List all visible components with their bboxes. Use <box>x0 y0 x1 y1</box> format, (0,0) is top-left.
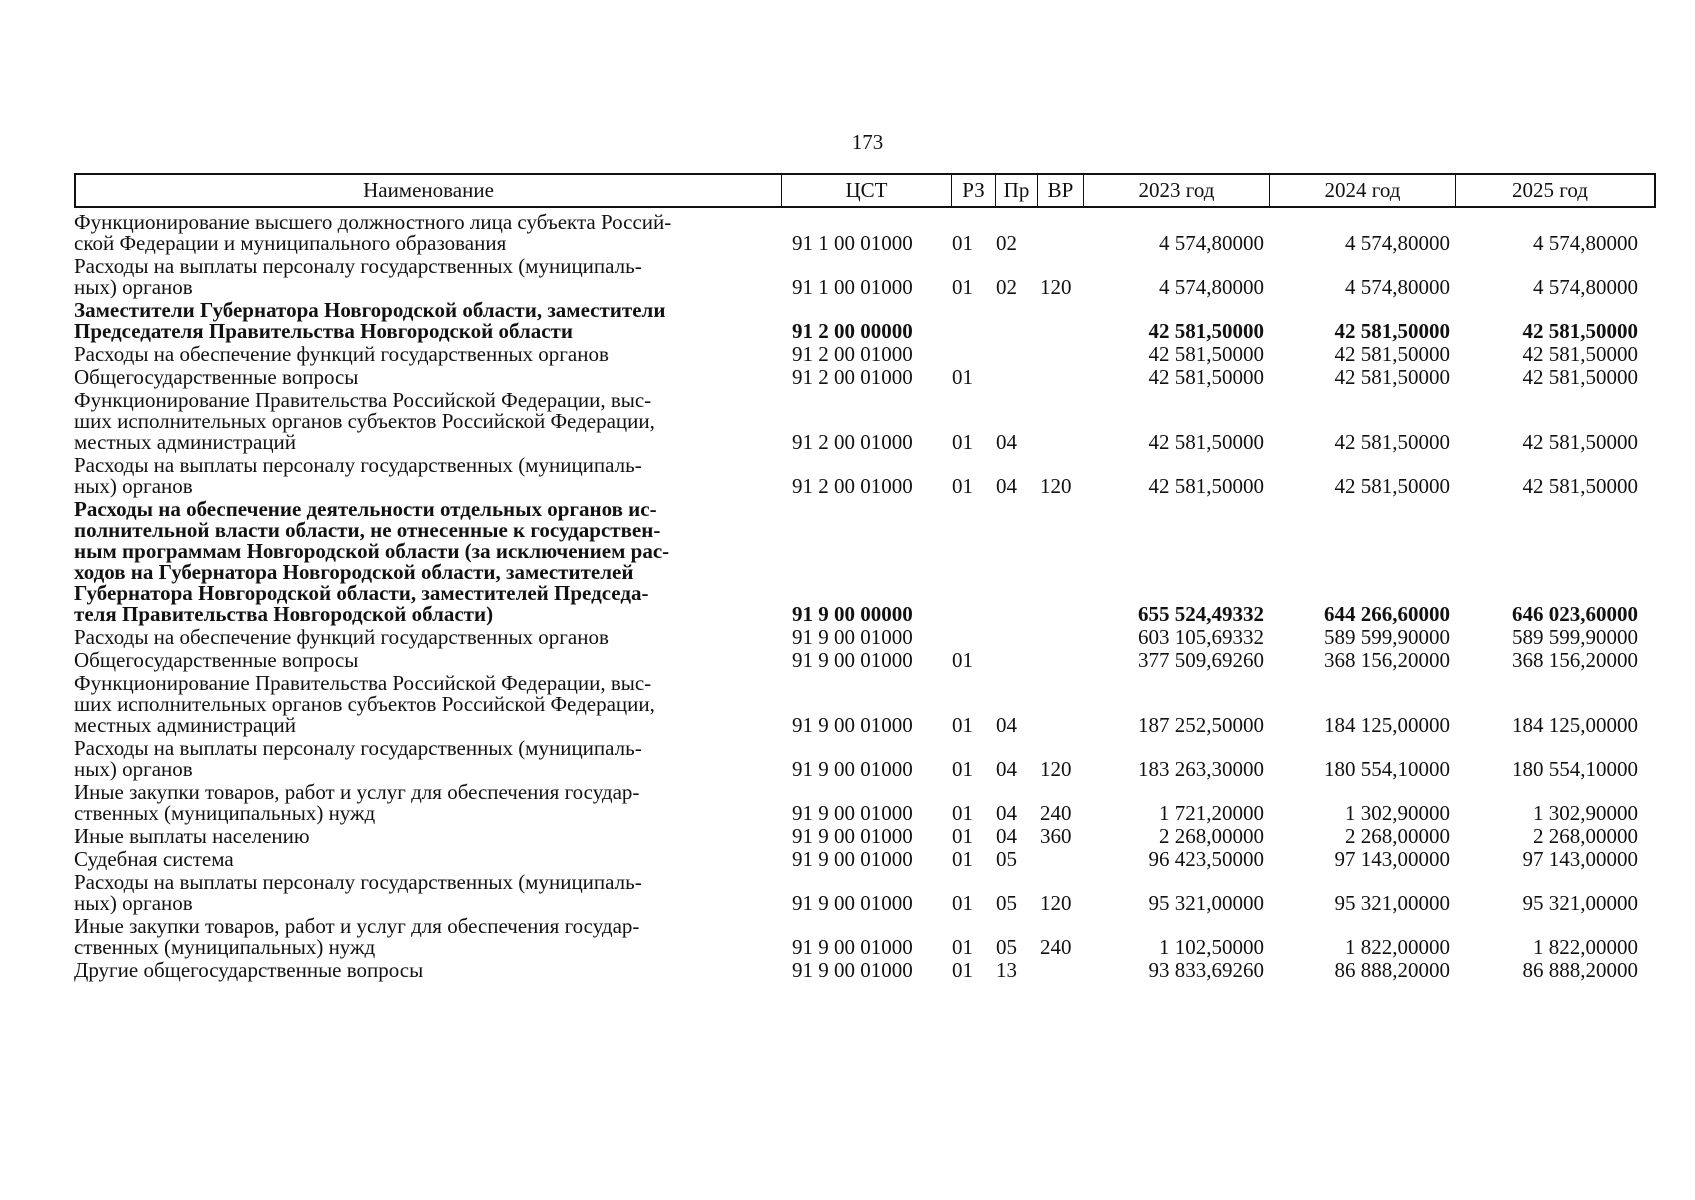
row-name <box>74 914 780 958</box>
row-2025: 2 268,00000 <box>1533 824 1638 848</box>
table-header <box>74 173 1656 208</box>
row-cst: 91 9 00 01000 <box>792 891 913 915</box>
row-vr: 360 <box>1040 824 1072 848</box>
row-2023: 42 581,50000 <box>1148 474 1264 498</box>
row-2025: 97 143,00000 <box>1522 847 1638 871</box>
table-row <box>74 210 1656 254</box>
row-2023: 42 581,50000 <box>1148 430 1264 454</box>
row-cst: 91 9 00 01000 <box>792 824 913 848</box>
row-name <box>74 625 780 648</box>
table-row <box>74 847 1656 870</box>
row-name-line: ственных (муниципальных) нужд <box>74 801 376 825</box>
row-name-line: Иные закупки товаров, работ и услуг для обеспечения государ- <box>74 780 640 804</box>
row-name-line: Председателя Правительства Новгородской области <box>74 319 573 343</box>
header-2023: 2023 год <box>1084 175 1270 206</box>
row-name <box>74 453 780 497</box>
row-2025: 1 822,00000 <box>1533 935 1638 959</box>
row-rz: 01 <box>952 801 973 825</box>
row-2024: 42 581,50000 <box>1334 365 1450 389</box>
row-2023: 183 263,30000 <box>1138 757 1264 781</box>
row-name <box>74 342 780 365</box>
table-row <box>74 780 1656 824</box>
row-name-line: ственных (муниципальных) нужд <box>74 935 376 959</box>
row-rz: 01 <box>952 935 973 959</box>
row-2024: 97 143,00000 <box>1334 847 1450 871</box>
row-name-line: ших исполнительных органов субъектов Российской Федерации, <box>74 692 655 716</box>
row-name-line: Иные закупки товаров, работ и услуг для обеспечения государ- <box>74 914 640 938</box>
table-row <box>74 736 1656 780</box>
row-cst: 91 9 00 01000 <box>792 958 913 982</box>
row-2025: 42 581,50000 <box>1522 474 1638 498</box>
row-2023: 42 581,50000 <box>1148 365 1264 389</box>
row-name <box>74 210 780 254</box>
row-pr: 04 <box>996 474 1017 498</box>
row-cst: 91 9 00 01000 <box>792 847 913 871</box>
row-rz: 01 <box>952 847 973 871</box>
row-name-line: Судебная система <box>74 847 234 871</box>
row-pr: 05 <box>996 847 1017 871</box>
row-pr: 04 <box>996 757 1017 781</box>
row-name-line: Расходы на обеспечение функций государственных органов <box>74 342 609 366</box>
row-name <box>74 847 780 870</box>
row-name-line: Функционирование Правительства Российской Федерации, выс- <box>74 671 652 695</box>
row-pr: 04 <box>996 801 1017 825</box>
row-name-line: Расходы на выплаты персоналу государственных (муниципаль- <box>74 453 642 477</box>
row-rz: 01 <box>952 891 973 915</box>
row-2024: 95 321,00000 <box>1334 891 1450 915</box>
row-name <box>74 958 780 981</box>
row-name-line: Иные выплаты населению <box>74 824 310 848</box>
row-2024: 1 302,90000 <box>1345 801 1450 825</box>
row-cst: 91 2 00 00000 <box>792 319 913 343</box>
row-name-line: Расходы на обеспечение деятельности отдельных органов ис- <box>74 497 657 521</box>
row-cst: 91 1 00 01000 <box>792 275 913 299</box>
row-name-line: местных администраций <box>74 430 297 454</box>
row-vr: 240 <box>1040 935 1072 959</box>
row-pr: 02 <box>996 231 1017 255</box>
row-name-line: Губернатора Новгородской области, заместителей Председа- <box>74 581 649 605</box>
row-pr: 02 <box>996 275 1017 299</box>
row-name-line: ных) органов <box>74 275 193 299</box>
row-cst: 91 9 00 00000 <box>792 602 913 626</box>
row-name <box>74 648 780 671</box>
row-rz: 01 <box>952 958 973 982</box>
row-2025: 86 888,20000 <box>1522 958 1638 982</box>
row-vr: 120 <box>1040 757 1072 781</box>
row-cst: 91 2 00 01000 <box>792 474 913 498</box>
row-2024: 42 581,50000 <box>1334 319 1450 343</box>
row-name-line: ской Федерации и муниципального образования <box>74 231 507 255</box>
budget-table <box>74 173 1656 981</box>
row-rz: 01 <box>952 757 973 781</box>
row-rz: 01 <box>952 231 973 255</box>
row-rz: 01 <box>952 474 973 498</box>
row-2025: 1 302,90000 <box>1533 801 1638 825</box>
row-cst: 91 9 00 01000 <box>792 625 913 649</box>
row-cst: 91 2 00 01000 <box>792 430 913 454</box>
row-name-line: Функционирование высшего должностного лица субъекта Россий- <box>74 210 672 234</box>
table-row <box>74 254 1656 298</box>
row-cst: 91 1 00 01000 <box>792 231 913 255</box>
table-row <box>74 870 1656 914</box>
row-2023: 603 105,69332 <box>1138 625 1264 649</box>
row-name-line: ным программам Новгородской области (за исключением рас- <box>74 539 670 563</box>
table-row <box>74 914 1656 958</box>
row-2024: 42 581,50000 <box>1334 430 1450 454</box>
row-2024: 180 554,10000 <box>1324 757 1450 781</box>
row-name-line: Общегосударственные вопросы <box>74 648 359 672</box>
row-name-line: Общегосударственные вопросы <box>74 365 359 389</box>
row-2024: 86 888,20000 <box>1334 958 1450 982</box>
row-2023: 95 321,00000 <box>1148 891 1264 915</box>
row-2025: 4 574,80000 <box>1533 275 1638 299</box>
row-cst: 91 2 00 01000 <box>792 342 913 366</box>
row-2023: 1 721,20000 <box>1159 801 1264 825</box>
table-row <box>74 958 1656 981</box>
row-name <box>74 824 780 847</box>
header-rz: РЗ <box>952 175 996 206</box>
row-name-line: ных) органов <box>74 474 193 498</box>
table-row <box>74 625 1656 648</box>
row-cst: 91 9 00 01000 <box>792 935 913 959</box>
row-name <box>74 736 780 780</box>
row-name <box>74 671 780 736</box>
row-2024: 4 574,80000 <box>1345 275 1450 299</box>
table-row <box>74 342 1656 365</box>
row-2025: 42 581,50000 <box>1522 365 1638 389</box>
row-name-line: Функционирование Правительства Российской Федерации, выс- <box>74 388 652 412</box>
row-vr: 240 <box>1040 801 1072 825</box>
row-2025: 42 581,50000 <box>1522 319 1638 343</box>
row-pr: 04 <box>996 824 1017 848</box>
row-vr: 120 <box>1040 275 1072 299</box>
table-row <box>74 671 1656 736</box>
row-rz: 01 <box>952 713 973 737</box>
row-2025: 589 599,90000 <box>1512 625 1638 649</box>
row-vr: 120 <box>1040 891 1072 915</box>
table-row <box>74 298 1656 342</box>
row-2024: 42 581,50000 <box>1334 342 1450 366</box>
row-name-line: ходов на Губернатора Новгородской области, заместителей <box>74 560 634 584</box>
row-2025: 184 125,00000 <box>1512 713 1638 737</box>
row-2023: 4 574,80000 <box>1159 275 1264 299</box>
table-row <box>74 388 1656 453</box>
row-name-line: Другие общегосударственные вопросы <box>74 958 424 982</box>
row-cst: 91 9 00 01000 <box>792 648 913 672</box>
row-name-line: Расходы на выплаты персоналу государственных (муниципаль- <box>74 254 642 278</box>
row-rz: 01 <box>952 648 973 672</box>
row-2023: 377 509,69260 <box>1138 648 1264 672</box>
row-name <box>74 254 780 298</box>
header-cst: ЦСТ <box>782 175 952 206</box>
row-pr: 05 <box>996 935 1017 959</box>
row-name <box>74 298 780 342</box>
row-name <box>74 497 780 625</box>
table-row <box>74 824 1656 847</box>
page-number: 173 <box>851 130 884 154</box>
header-2024: 2024 год <box>1270 175 1456 206</box>
row-2023: 4 574,80000 <box>1159 231 1264 255</box>
table-body <box>74 210 1656 981</box>
row-name-line: Расходы на обеспечение функций государственных органов <box>74 625 609 649</box>
row-2025: 368 156,20000 <box>1512 648 1638 672</box>
row-name-line: полнительной власти области, не отнесенные к государствен- <box>74 518 661 542</box>
row-name-line: теля Правительства Новгородской области) <box>74 602 494 626</box>
header-vr: ВР <box>1038 175 1084 206</box>
row-2023: 42 581,50000 <box>1148 319 1264 343</box>
row-2025: 95 321,00000 <box>1522 891 1638 915</box>
row-2025: 646 023,60000 <box>1512 602 1638 626</box>
row-rz: 01 <box>952 430 973 454</box>
row-rz: 01 <box>952 365 973 389</box>
row-2024: 42 581,50000 <box>1334 474 1450 498</box>
row-2025: 4 574,80000 <box>1533 231 1638 255</box>
header-pr: Пр <box>996 175 1038 206</box>
row-rz: 01 <box>952 275 973 299</box>
header-2025: 2025 год <box>1512 178 1588 202</box>
row-2023: 655 524,49332 <box>1138 602 1264 626</box>
row-2024: 2 268,00000 <box>1345 824 1450 848</box>
table-row <box>74 648 1656 671</box>
row-2025: 180 554,10000 <box>1512 757 1638 781</box>
row-2025: 42 581,50000 <box>1522 342 1638 366</box>
row-2024: 368 156,20000 <box>1324 648 1450 672</box>
table-row <box>74 453 1656 497</box>
table-row <box>74 497 1656 625</box>
header-name: Наименование <box>76 175 782 206</box>
row-name-line: ных) органов <box>74 757 193 781</box>
row-name <box>74 388 780 453</box>
row-2023: 1 102,50000 <box>1159 935 1264 959</box>
row-2023: 96 423,50000 <box>1148 847 1264 871</box>
row-name-line: Расходы на выплаты персоналу государственных (муниципаль- <box>74 870 642 894</box>
row-cst: 91 9 00 01000 <box>792 713 913 737</box>
row-2024: 184 125,00000 <box>1324 713 1450 737</box>
row-2024: 644 266,60000 <box>1324 602 1450 626</box>
row-name-line: Заместители Губернатора Новгородской области, заместители <box>74 298 666 322</box>
row-name-line: ших исполнительных органов субъектов Российской Федерации, <box>74 409 655 433</box>
row-pr: 04 <box>996 713 1017 737</box>
row-2023: 2 268,00000 <box>1159 824 1264 848</box>
row-2024: 1 822,00000 <box>1345 935 1450 959</box>
row-pr: 13 <box>996 958 1017 982</box>
row-name <box>74 365 780 388</box>
row-cst: 91 2 00 01000 <box>792 365 913 389</box>
row-cst: 91 9 00 01000 <box>792 801 913 825</box>
row-2023: 42 581,50000 <box>1148 342 1264 366</box>
row-pr: 05 <box>996 891 1017 915</box>
row-2023: 93 833,69260 <box>1148 958 1264 982</box>
table-row <box>74 365 1656 388</box>
row-vr: 120 <box>1040 474 1072 498</box>
row-name-line: местных администраций <box>74 713 297 737</box>
row-pr: 04 <box>996 430 1017 454</box>
row-2024: 589 599,90000 <box>1324 625 1450 649</box>
row-2025: 42 581,50000 <box>1522 430 1638 454</box>
row-2023: 187 252,50000 <box>1138 713 1264 737</box>
row-name <box>74 870 780 914</box>
row-cst: 91 9 00 01000 <box>792 757 913 781</box>
row-name-line: Расходы на выплаты персоналу государственных (муниципаль- <box>74 736 642 760</box>
row-name-line: ных) органов <box>74 891 193 915</box>
row-name <box>74 780 780 824</box>
row-2024: 4 574,80000 <box>1345 231 1450 255</box>
row-rz: 01 <box>952 824 973 848</box>
